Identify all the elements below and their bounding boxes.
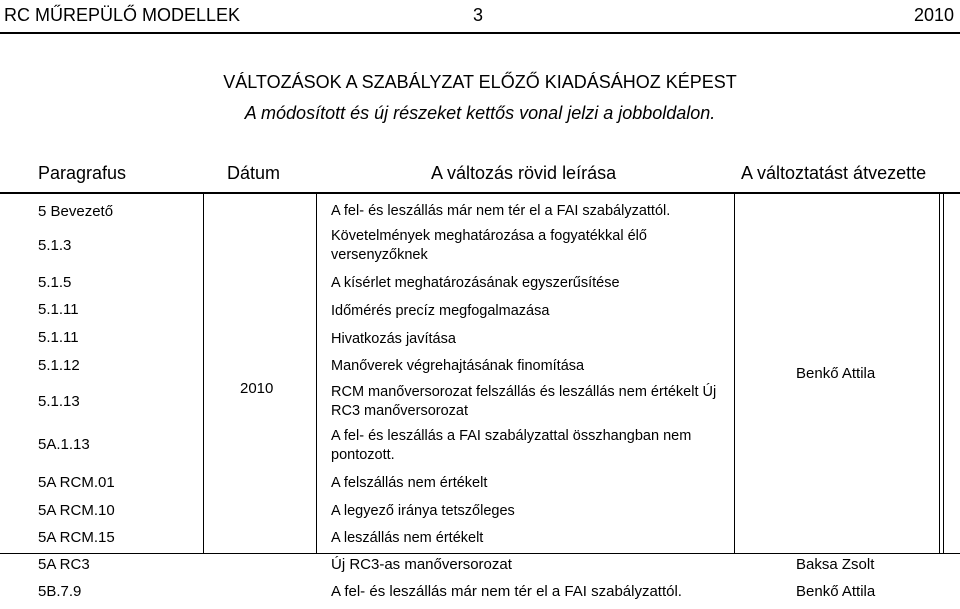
table-row-desc: A felszállás nem értékelt — [331, 475, 488, 491]
table-row-desc: Követelmények meghatározása a fogyatékkal élő versenyzőknek — [331, 228, 647, 263]
table-row-editor: Benkő Attila — [796, 583, 876, 600]
revision-bar-2 — [943, 194, 944, 553]
table-row-desc: Időmérés precíz megfogalmazása — [331, 303, 550, 319]
table-vline-desc — [734, 194, 735, 553]
table-row-para: 5.1.5 — [38, 274, 72, 291]
table-row-para: 5.1.13 — [38, 393, 80, 410]
col-datum: Dátum — [227, 163, 281, 183]
table-row-para: 5.1.11 — [38, 329, 79, 346]
table-row-para: 5.1.3 — [38, 237, 72, 254]
table-date-cell: 2010 — [240, 380, 274, 397]
table-editor-cell: Benkő Attila — [796, 365, 876, 382]
table-row-para: 5A RCM.01 — [38, 474, 115, 491]
table-row-para: 5A RC3 — [38, 556, 90, 573]
table-row-para: 5A RCM.15 — [38, 529, 115, 546]
page-subtitle: A módosított és új részeket kettős vonal jelzi a jobboldalon. — [244, 103, 716, 123]
table-row-desc: Hivatkozás javítása — [331, 331, 456, 347]
table-row-desc: A fel- és leszállás már nem tér el a FAI szabályzattól. — [331, 203, 671, 219]
page-number: 3 — [473, 5, 484, 25]
table-top-rule — [0, 192, 960, 194]
table-row-desc: Új RC3-as manőversorozat — [331, 556, 512, 573]
header-year: 2010 — [913, 5, 954, 25]
col-leiras: A változás rövid leírása — [431, 163, 617, 183]
table-row-desc: A fel- és leszállás már nem tér el a FAI szabályzattól. — [331, 583, 682, 600]
page-title: VÁLTOZÁSOK A SZABÁLYZAT ELŐZŐ KIADÁSÁHOZ KÉPEST — [223, 72, 737, 92]
header-rule — [0, 32, 960, 34]
table-row-para: 5.1.12 — [38, 357, 80, 374]
table-row-desc: A kísérlet meghatározásának egyszerűsítése — [331, 275, 620, 291]
col-paragrafus: Paragrafus — [38, 163, 127, 183]
table-row-desc: RCM manőversorozat felszállás és leszállás nem értékelt Új RC3 manőversorozat — [331, 384, 717, 419]
table-row-para: 5.1.11 — [38, 301, 79, 318]
col-atvezette: A változtatást átvezette — [741, 163, 927, 183]
header-left: RC MŰREPÜLŐ MODELLEK — [4, 5, 241, 25]
table-row-desc: A leszállás nem értékelt — [331, 530, 484, 546]
revision-bar-1 — [939, 194, 940, 553]
table-row-desc: A legyező iránya tetszőleges — [331, 503, 515, 519]
table-mid-rule — [0, 553, 960, 554]
table-row-editor: Baksa Zsolt — [796, 556, 875, 573]
table-vline-para — [203, 194, 204, 553]
table-row-para: 5A.1.13 — [38, 436, 90, 453]
table-vline-date — [316, 194, 317, 553]
table-row-para: 5A RCM.10 — [38, 502, 115, 519]
table-row-para: 5B.7.9 — [38, 583, 82, 600]
table-row-para: 5 Bevezető — [38, 203, 114, 220]
table-row-desc: Manőverek végrehajtásának finomítása — [331, 358, 585, 374]
table-row-desc: A fel- és leszállás a FAI szabályzattal összhangban nem pontozott. — [331, 428, 692, 463]
